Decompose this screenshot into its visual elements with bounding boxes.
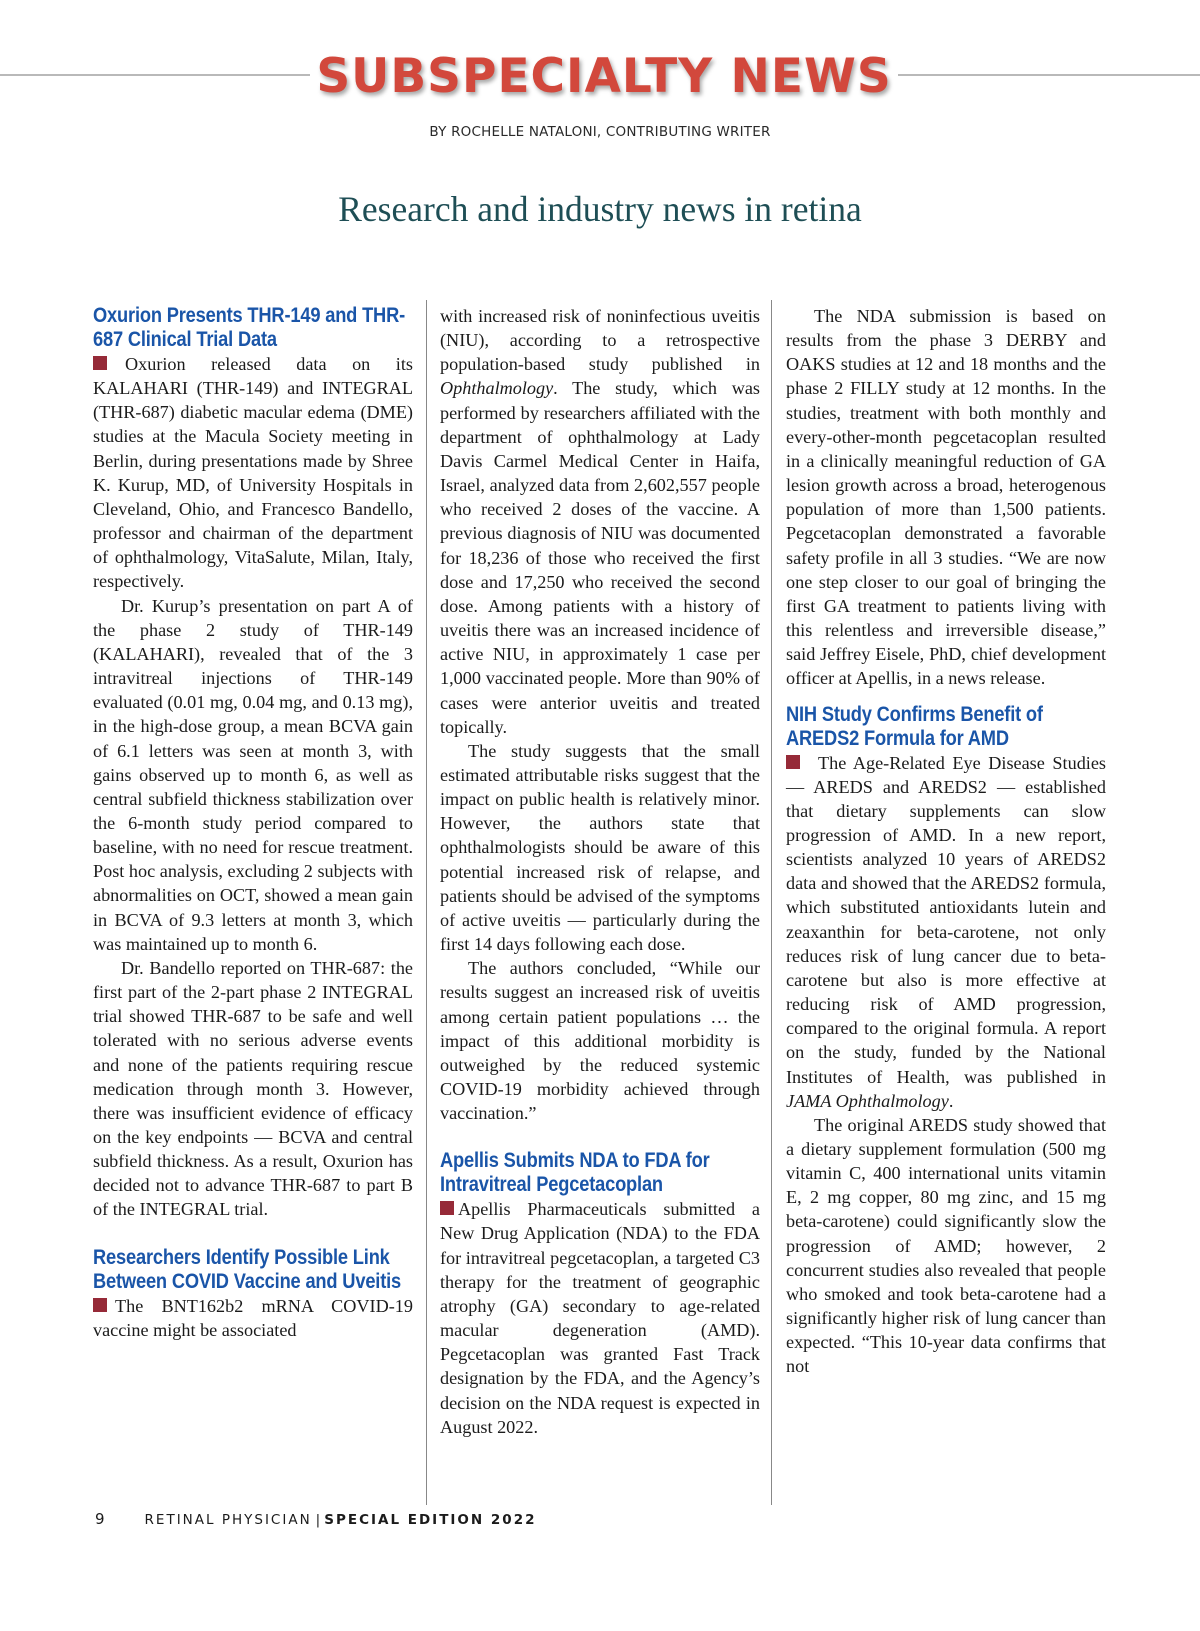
column-divider [771,300,772,1505]
article-paragraph: Apellis Pharmaceuticals submitted a New Drug Application (NDA) to the FDA for intravitreal pegcetacoplan, a targeted C3 therapy for the treatment of geographic atrophy (GA) secondary to age-related macular degeneration (AMD). Pegcetacoplan was granted Fast Track designation by the FDA, and the Agency’s decision on the NDA request is expected in August 2022. [440,1199,760,1437]
page-subtitle: Research and industry news in retina [338,189,862,229]
journal-name: Ophthalmology [440,378,554,399]
article-paragraph: The authors concluded, “While our results suggest an increased risk of uveitis among certain patient populations … the impact of this additional morbidity is outweighed by the reduced systemic COVID-19 morbidity achieved through vaccination.” [440,958,760,1124]
column-1 [93,304,413,1342]
byline: BY ROCHELLE NATALONI, CONTRIBUTING WRITER [429,124,771,140]
article-paragraph: The Age-Related Eye Disease Studies — AREDS and AREDS2 — established that dietary supplements can slow progression of AMD. In a new report, scientists analyzed 10 years of AREDS2 data and showed that the AREDS2 formula, which substituted antioxidants lutein and zeaxanthin for beta-carotene, not only reduces risk of lung cancer due to beta-carotene but also is more effective at reducing risk of AMD progression, compared to the original formula. A report on the study, funded by the National Institutes of Health, was published in JAMA Ophthalmology. [786,752,1106,1111]
article-paragraph: The NDA submission is based on results from the phase 3 DERBY and OAKS studies at 12 and 18 months and the phase 2 FILLY study at 12 months. In the studies, treatment with both monthly and every-other-month pegcetacoplan resulted in a clinically meaningful reduction of GA lesion growth across a broad, heterogenous population of more than 1,500 patients. Pegcetacoplan demonstrated a favorable safety profile in all 3 studies. “We are now one step closer to our goal of bringing the first GA treatment to patients living with this relentless and irreversible disease,” said Jeffrey Eisele, PhD, chief development officer at Apellis, in a news release. [786,306,1106,689]
masthead-rule-left [0,74,310,76]
page-number: 9 [95,1510,105,1528]
article-title-covid: Researchers Identify Possible Link Between COVID Vaccine and Uveitis [93,1245,402,1293]
section-title: SUBSPECIALTY NEWS [316,49,892,104]
article-paragraph: Dr. Bandello reported on THR-687: the first part of the 2-part phase 2 INTEGRAL trial showed THR-687 to be safe and well tolerated with no serious adverse events and none of the patients requiring rescue medication through month 3. However, there was insufficient evidence of efficacy on the key endpoints — BCVA and central subfield thickness. As a result, Oxurion has decided not to advance THR-687 to part B of the INTEGRAL trial. [93,957,413,1220]
masthead-rule-right [898,74,1200,76]
journal-name: JAMA Ophthalmology [786,1090,949,1111]
column-2 [440,304,760,1439]
article-paragraph: The BNT162b2 mRNA COVID-19 vaccine might be associated [93,1295,413,1340]
bullet-square-icon [93,356,107,370]
footer-separator: | [315,1512,321,1528]
article-paragraph: The original AREDS study showed that a dietary supplement formulation (500 mg vitamin C, 400 international units vitamin E, 2 mg copper, 80 mg zinc, and 15 mg beta-carotene) could significantly slow the progression of AMD; however, 2 concurrent studies also revealed that people who smoked and took beta-carotene had a significantly higher risk of lung cancer than expected. “This 10-year data confirms that not [786,1114,1106,1377]
article-title-oxurion: Oxurion Presents THR-149 and THR-687 Clinical Trial Data [93,304,406,351]
column-divider [426,300,427,1505]
publication-name: RETINAL PHYSICIAN [144,1512,312,1528]
page-footer [95,1510,537,1528]
article-title-nih: NIH Study Confirms Benefit of AREDS2 Formula for AMD [786,702,1043,750]
article-title-apellis: Apellis Submits NDA to FDA for Intravitreal Pegcetacoplan [440,1149,710,1197]
article-paragraph: The study suggests that the small estimated attributable risks suggest that the impact on public health is relatively minor. However, the authors state that ophthalmologists should be aware of this potential increased risk of relapse, and patients should be advised of the symptoms of active uveitis — particularly during the first 14 days following each dose. [440,740,760,955]
bullet-square-icon [440,1201,454,1215]
article-paragraph: with increased risk of noninfectious uveitis (NIU), according to a retrospective population-based study published in Ophthalmology. The study, which was performed by researchers affiliated with the department of ophthalmology at Lady Davis Carmel Medical Center in Haifa, Israel, analyzed data from 2,602,557 people who received 2 doses of the vaccine. A previous diagnosis of NIU was documented for 18,236 of those who received the first dose and 17,250 who received the second dose. Among patients with a history of uveitis there was an increased incidence of active NIU, in approximately 1 case per 1,000 vaccinated people. More than 90% of cases were anterior uveitis and treated topically. [440,306,760,737]
bullet-square-icon [786,755,800,769]
article-paragraph: Dr. Kurup’s presentation on part A of the phase 2 study of THR-149 (KALAHARI), revealed that of the 3 intravitreal injections of THR-149 evaluated (0.01 mg, 0.04 mg, and 0.13 mg), in the high-dose group, a mean BCVA gain of 6.1 letters was seen at month 3, with gains observed up to month 6, as well as central subfield thickness stabilization over the 6-month study period compared to baseline, with no need for rescue treatment. Post hoc analysis, excluding 2 subjects with abnormalities on OCT, showed a mean gain in BCVA of 9.3 letters at month 3, which was maintained up to month 6. [93,595,413,954]
bullet-square-icon [93,1298,107,1312]
edition-label: SPECIAL EDITION 2022 [324,1512,537,1528]
article-paragraph: Oxurion released data on its KALAHARI (THR-149) and INTEGRAL (THR-687) diabetic macular edema (DME) studies at the Macula Society meeting in Berlin, during presentations made by Shree K. Kurup, MD, of University Hospitals in Cleveland, Ohio, and Francesco Bandello, professor and chairman of the department of ophthalmology, VitaSalute, Milan, Italy, respectively. [93,354,413,592]
column-3 [786,304,1106,1379]
